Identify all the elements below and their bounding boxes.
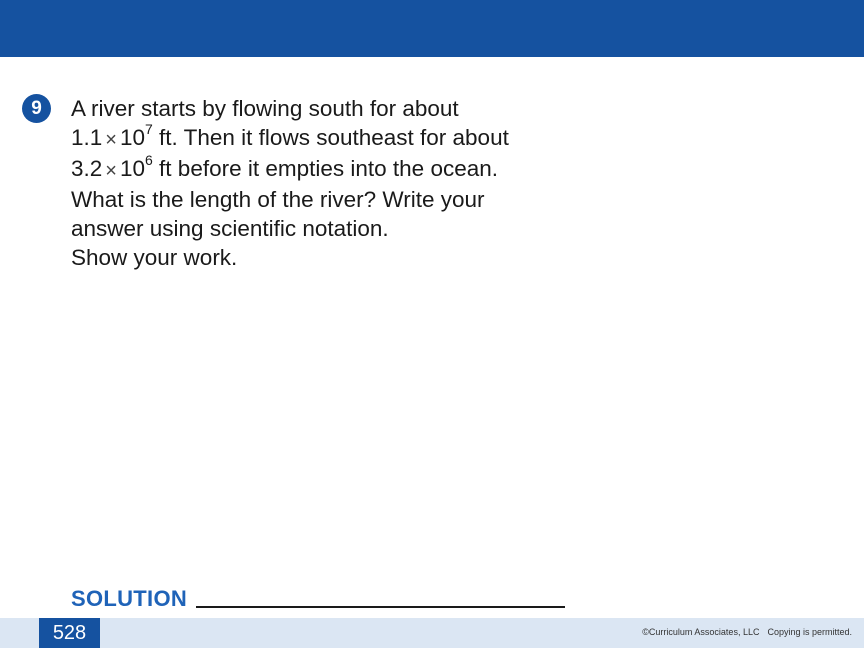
problem-line-3 [71,151,591,185]
line-rest: ft. Then it flows southeast for about [152,125,509,150]
problem-number: 9 [31,97,42,119]
coefficient: 1.1 [71,125,103,150]
permission-text: Copying is permitted. [767,627,852,637]
problem-text [71,94,591,272]
exponent: 7 [145,120,153,137]
page-number: 528 [39,618,100,648]
problem-line-4: What is the length of the river? Write your [71,187,485,212]
base: 10 [119,125,145,150]
solution-row [71,582,565,612]
solution-answer-line[interactable] [196,606,565,608]
top-banner [0,0,864,57]
problem-line-2 [71,120,591,154]
solution-label: SOLUTION [71,586,188,611]
coefficient: 3.2 [71,156,103,181]
copyright-text: ©Curriculum Associates, LLC [642,627,760,637]
problem-line-5: answer using scientific notation. [71,216,389,241]
base: 10 [119,156,145,181]
exponent: 6 [145,151,153,168]
copyright-notice [642,627,852,637]
problem-line-1: A river starts by flowing south for about [71,96,459,121]
times-icon: × [105,129,117,151]
line-rest: ft before it empties into the ocean. [152,156,498,181]
times-icon: × [105,160,117,182]
problem-line-6: Show your work. [71,245,238,270]
problem-number-badge [22,94,51,123]
